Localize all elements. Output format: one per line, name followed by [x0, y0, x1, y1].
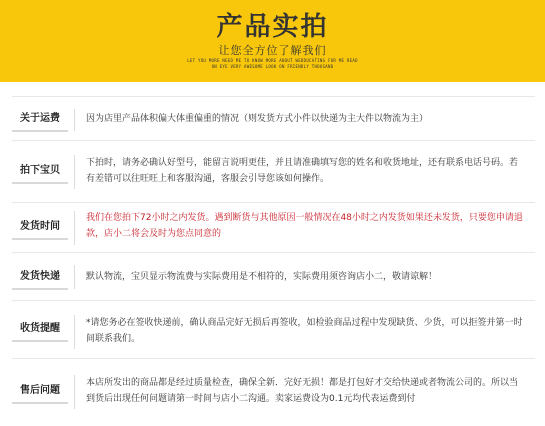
divider: [74, 109, 75, 131]
english-tagline-line: ON EYE VERY AWESOME LOOK ON FRIENDLY THOUSAND: [211, 64, 334, 69]
english-tagline-line: LET YOU MORE NEED ME TO KNOW MORE ABOUT WEDDUCATING FOR ME READ: [187, 58, 358, 63]
label-underline: [12, 130, 68, 132]
divider: [74, 155, 75, 189]
section-place-order: [12, 140, 535, 202]
divider: [74, 265, 75, 289]
english-tagline: [0, 58, 545, 70]
section-text: 本店所发出的商品都是经过质量检查，确保全新．完好无损！都是打包好才交给快递或者物流公司的。所以当到货后出现任何问题请第一时间与店小二沟通。卖家运费设为0.1元均代表运费到付: [86, 378, 519, 404]
divider: [74, 375, 75, 409]
section-label: 拍下宝贝: [20, 165, 60, 176]
section-after-sales: [12, 358, 535, 426]
section-text: 下拍时，请务必确认好型号，能留言说明更佳，并且请准确填写您的姓名和收货地址，还有联系电话号码。若有差错可以往旺旺上和客服沟通，客服会引导您该如何操作。: [86, 158, 519, 184]
section-label: 关于运费: [20, 113, 60, 124]
page-title: 产品实拍: [216, 12, 329, 42]
section-shipping-time: [12, 202, 535, 252]
section-label: 收货提醒: [20, 323, 60, 334]
section-text: 因为店里产品体积偏大体重偏重的情况（则发货方式小件以快递为主大件以物流为主）: [86, 114, 429, 124]
divider: [74, 211, 75, 245]
divider: [74, 315, 75, 349]
label-underline: [12, 340, 68, 342]
label-underline: [12, 238, 68, 240]
section-text: 默认物流，宝贝显示物流费与实际费用是不相符的，实际费用须咨询店小二，敬请谅解！: [86, 272, 438, 282]
section-label: 售后问题: [20, 385, 60, 396]
section-text: *请您务必在签收快递前，确认商品完好无损后再签收，如检验商品过程中发现缺货、少货，可以拒签并第一时间联系我们。: [86, 318, 523, 344]
section-text: 我们在您拍下72小时之内发货。遇到断货与其他原因一般情况在48小时之内发货如果还未发货，只要您申请退款，店小二将会及时为您点同意的: [86, 213, 523, 239]
page-subtitle: 让您全方位了解我们: [218, 44, 327, 57]
header-banner: [0, 0, 545, 82]
section-shipping-fee: [12, 96, 535, 140]
label-underline: [12, 288, 68, 290]
label-underline: [12, 182, 68, 184]
label-underline: [12, 402, 68, 404]
section-receipt-reminder: [12, 300, 535, 358]
section-label: 发货快递: [20, 271, 60, 282]
section-label: 发货时间: [20, 221, 60, 232]
section-courier: [12, 252, 535, 300]
